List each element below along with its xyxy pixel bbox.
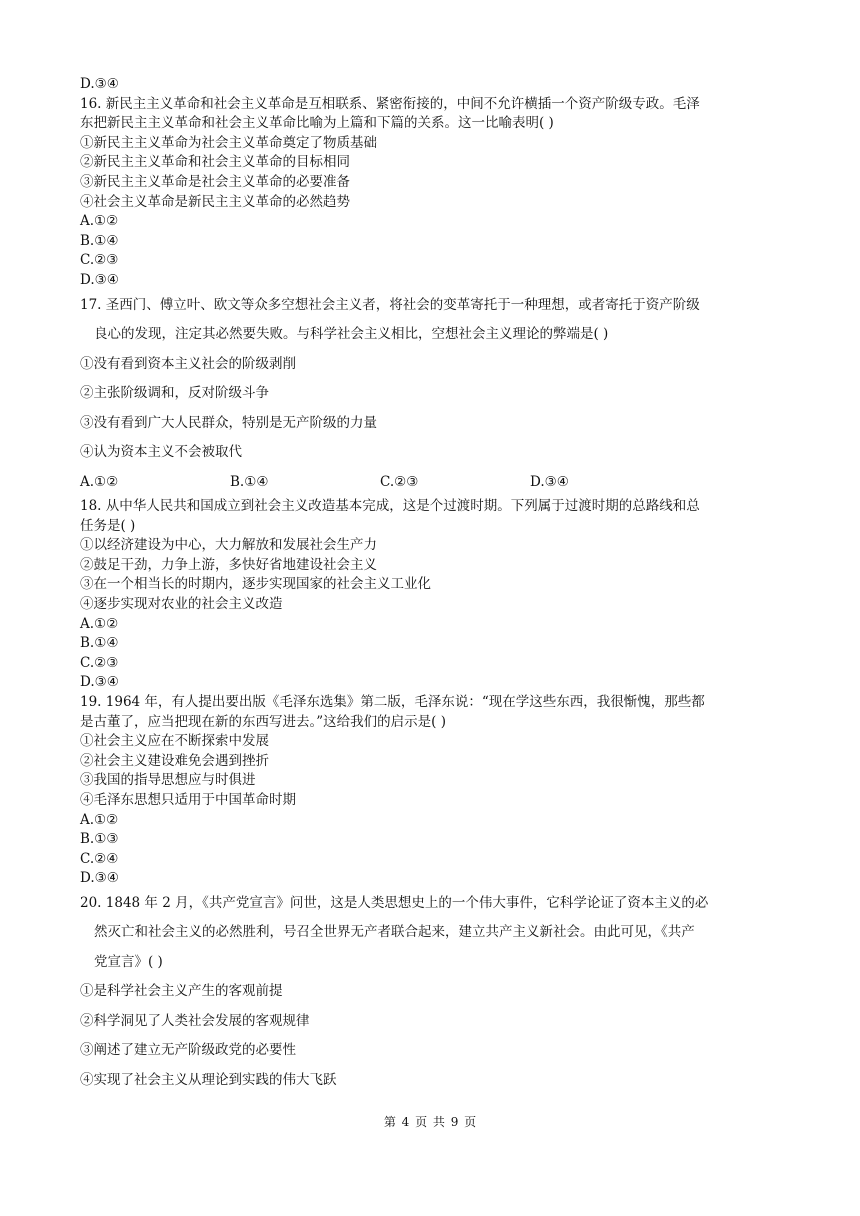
q18-option-d: D.③④ — [80, 674, 119, 691]
q18-option-a: A.①② — [80, 615, 119, 632]
q16-option-b: B.①④ — [80, 232, 119, 249]
q20-item-2: ②科学洞见了人类社会发展的客观规律 — [80, 1012, 310, 1029]
q16-stem-line2: 东把新民主主义革命和社会主义革命比喻为上篇和下篇的关系。这一比喻表明( ) — [80, 115, 554, 132]
q18-option-b: B.①④ — [80, 635, 119, 652]
question-19 — [80, 693, 780, 889]
q18-option-c: C.②③ — [80, 654, 119, 671]
q18-stem-line1: 18. 从中华人民共和国成立到社会主义改造基本完成，这是个过渡时期。下列属于过渡时期的总路线和总 — [80, 498, 700, 515]
q17-option-c: C.②③ — [380, 473, 419, 490]
q18-item-1: ①以经济建设为中心，大力解放和发展社会生产力 — [80, 537, 377, 554]
q20-item-4: ④实现了社会主义从理论到实践的伟大飞跃 — [80, 1071, 337, 1088]
q19-item-3: ③我国的指导思想应与时俱进 — [80, 772, 256, 789]
q17-option-b: B.①④ — [230, 473, 269, 490]
q18-item-4: ④逐步实现对农业的社会主义改造 — [80, 596, 283, 612]
q15-option-d: D.③④ — [80, 76, 119, 92]
q20-stem-line1: 20. 1848 年 2 月，《共产党宣言》问世，这是人类思想史上的一个伟大事件，它科学论证了资本主义的必 — [80, 894, 709, 911]
q17-stem-line2: 良心的发现，注定其必然要失败。与科学社会主义相比，空想社会主义理论的弊端是( ) — [94, 326, 609, 343]
q19-option-d: D.③④ — [80, 870, 119, 887]
question-17 — [80, 291, 780, 498]
q17-stem-line1: 17. 圣西门、傅立叶、欧文等众多空想社会主义者，将社会的变革寄托于一种理想，或者寄托于资产阶级 — [80, 296, 700, 313]
q20-stem-line2: 然灭亡和社会主义的必然胜利，号召全世界无产者联合起来，建立共产主义新社会。由此可见，《共产 — [94, 924, 695, 941]
q16-option-a: A.①② — [80, 213, 119, 230]
q17-item-1: ①没有看到资本主义社会的阶级剥削 — [80, 355, 296, 372]
q18-item-2: ②鼓足干劲，力争上游，多快好省地建设社会主义 — [80, 556, 377, 573]
question-16 — [80, 95, 780, 291]
q20-stem-line3: 党宣言》( ) — [94, 953, 163, 970]
q17-option-d: D.③④ — [530, 473, 569, 490]
q17-item-2: ②主张阶级调和，反对阶级斗争 — [80, 385, 269, 402]
q16-item-3: ③新民主主义革命是社会主义革命的必要准备 — [80, 173, 350, 190]
q19-option-c: C.②④ — [80, 850, 119, 867]
page-footer: 第 4 页 共 9 页 — [383, 1115, 477, 1129]
q18-item-3: ③在一个相当长的时期内，逐步实现国家的社会主义工业化 — [80, 576, 431, 593]
q16-option-c: C.②③ — [80, 252, 119, 269]
q18-stem-line2: 任务是( ) — [80, 517, 136, 534]
q19-item-2: ②社会主义建设难免会遇到挫折 — [80, 752, 269, 769]
q16-item-2: ②新民主主义革命和社会主义革命的目标相同 — [80, 154, 350, 171]
q19-item-1: ①社会主义应在不断探索中发展 — [80, 733, 269, 750]
q17-item-3: ③没有看到广大人民群众，特别是无产阶级的力量 — [80, 414, 377, 431]
q19-item-4: ④毛泽东思想只适用于中国革命时期 — [80, 791, 296, 808]
q17-item-4: ④认为资本主义不会被取代 — [80, 444, 242, 461]
q16-option-d: D.③④ — [80, 271, 119, 288]
q19-stem-line1: 19. 1964 年，有人提出要出版《毛泽东选集》第二版，毛泽东说：“现在学这些东西，我很惭愧，那些都 — [80, 693, 705, 710]
exam-page — [80, 75, 780, 1095]
q20-item-1: ①是科学社会主义产生的客观前提 — [80, 983, 283, 1000]
q16-item-1: ①新民主主义革命为社会主义革命奠定了物质基础 — [80, 134, 377, 151]
q17-options-row — [80, 468, 780, 498]
q17-option-a: A.①② — [80, 473, 119, 490]
q19-option-b: B.①③ — [80, 831, 119, 848]
q16-item-4: ④社会主义革命是新民主主义革命的必然趋势 — [80, 193, 350, 210]
question-20 — [80, 889, 780, 1096]
q19-stem-line2: 是古董了，应当把现在新的东西写进去。”这给我们的启示是( ) — [80, 713, 446, 730]
q16-stem-line1: 16. 新民主主义革命和社会主义革命是互相联系、紧密衔接的，中间不允许横插一个资产阶级专政。毛泽 — [80, 95, 700, 112]
question-18 — [80, 497, 780, 693]
q19-option-a: A.①② — [80, 811, 119, 828]
q20-item-3: ③阐述了建立无产阶级政党的必要性 — [80, 1042, 296, 1059]
